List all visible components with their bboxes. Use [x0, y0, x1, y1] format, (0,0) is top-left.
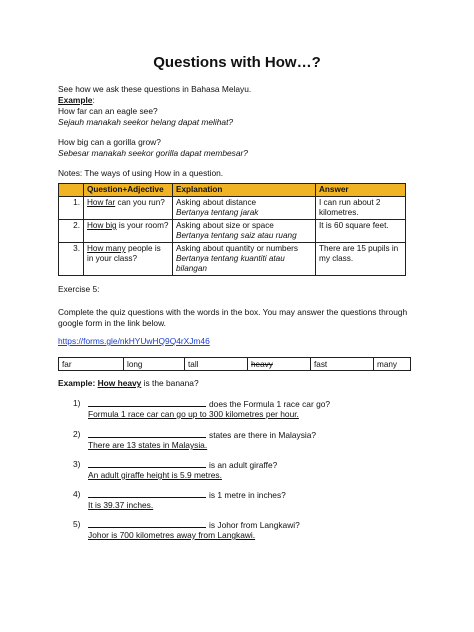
example-2-answer-word: How heavy: [97, 378, 142, 388]
question-adjective: How big: [87, 221, 117, 230]
question-rest: is your room?: [116, 221, 169, 230]
example-2-colon: :: [92, 378, 98, 388]
question-line: [88, 519, 300, 530]
row-number: 2.: [59, 220, 84, 243]
explanation-english: Asking about size or space: [176, 221, 274, 230]
question-adjective: How far: [87, 198, 116, 207]
row-explanation: [173, 197, 316, 220]
question-number: 1): [73, 398, 81, 408]
instructions-line-1: Complete the quiz questions with the words in the box. You may answer the questions through: [58, 307, 408, 317]
word-cell-used: heavy: [248, 358, 311, 371]
table-row: [59, 197, 406, 220]
word-box-row: [59, 358, 411, 371]
how-usage-table: [58, 183, 406, 276]
table-header-row: [59, 184, 406, 197]
question-answer: Formula 1 race car can go up to 300 kilometres per hour.: [88, 409, 299, 419]
row-answer: I can run about 2 kilometres.: [316, 197, 406, 220]
question-text: is 1 metre in inches?: [209, 490, 286, 500]
word-box: [58, 357, 411, 371]
question-answer: There are 13 states in Malaysia.: [88, 440, 208, 450]
instructions-line-2: google form in the link below.: [58, 318, 167, 328]
explanation-malay: Bertanya tentang saiz atau ruang: [176, 231, 297, 240]
header-number: [59, 184, 84, 197]
question-line: [88, 489, 286, 500]
header-question: Question+Adjective: [84, 184, 173, 197]
question-rest: can you run?: [115, 198, 165, 207]
word-cell: long: [124, 358, 185, 371]
question-number: 3): [73, 459, 81, 469]
explanation-english: Asking about distance: [176, 198, 257, 207]
question-adjective: How many: [87, 244, 126, 253]
row-answer: There are 15 pupils in my class.: [316, 243, 406, 276]
word-cell: fast: [311, 358, 374, 371]
row-explanation: [173, 243, 316, 276]
answer-blank[interactable]: [88, 429, 206, 438]
question-text: is Johor from Langkawi?: [209, 520, 300, 530]
example-1-english: How far can an eagle see?: [58, 106, 158, 116]
exercise-heading: Exercise 5:: [58, 284, 100, 294]
answer-blank[interactable]: [88, 459, 206, 468]
row-question: [84, 197, 173, 220]
intro-text: See how we ask these questions in Bahasa Melayu.: [58, 84, 252, 94]
question-answer: It is 39.37 inches.: [88, 500, 154, 510]
example-label: Example: [58, 95, 93, 105]
row-question: [84, 220, 173, 243]
row-explanation: [173, 220, 316, 243]
question-number: 5): [73, 519, 81, 529]
question-number: 4): [73, 489, 81, 499]
question-line: [88, 429, 316, 440]
word-cell: tall: [185, 358, 248, 371]
example-2-english: How big can a gorilla grow?: [58, 137, 161, 147]
word-cell: far: [59, 358, 124, 371]
header-answer: Answer: [316, 184, 406, 197]
question-answer: Johor is 700 kilometres away from Langkawi.: [88, 530, 256, 540]
answer-blank[interactable]: [88, 398, 206, 407]
explanation-malay: Bertanya tentang kuantiti atau bilangan: [176, 254, 285, 273]
example-2-rest: is the banana?: [141, 378, 199, 388]
example-2-malay: Sebesar manakah seekor gorilla dapat membesar?: [58, 148, 248, 158]
page-title: Questions with How…?: [153, 54, 321, 71]
example-2-label: Example: [58, 378, 93, 388]
question-answer: An adult giraffe height is 5.9 metres.: [88, 470, 222, 480]
row-number: 1.: [59, 197, 84, 220]
question-number: 2): [73, 429, 81, 439]
word-cell: many: [374, 358, 411, 371]
row-answer: It is 60 square feet.: [316, 220, 406, 243]
answer-blank[interactable]: [88, 489, 206, 498]
example-question: [58, 378, 199, 389]
question-line: [88, 398, 330, 409]
example-colon: :: [92, 95, 95, 105]
question-text: does the Formula 1 race car go?: [209, 399, 331, 409]
question-rest: people is in your class?: [87, 244, 161, 263]
row-question: [84, 243, 173, 276]
notes-text: Notes: The ways of using How in a question.: [58, 168, 224, 178]
header-explanation: Explanation: [173, 184, 316, 197]
question-text: is an adult giraffe?: [209, 460, 278, 470]
example-heading: [58, 95, 95, 106]
example-1-malay: Sejauh manakah seekor helang dapat melihat?: [58, 117, 234, 127]
google-form-link[interactable]: https://forms.gle/nkHYUwHQ9Q4rXJm46: [58, 336, 210, 346]
answer-blank[interactable]: [88, 519, 206, 528]
table-row: [59, 243, 406, 276]
explanation-malay: Bertanya tentang jarak: [176, 208, 259, 217]
explanation-english: Asking about quantity or numbers: [176, 244, 298, 253]
question-line: [88, 459, 277, 470]
row-number: 3.: [59, 243, 84, 276]
question-text: states are there in Malaysia?: [209, 430, 317, 440]
table-row: [59, 220, 406, 243]
